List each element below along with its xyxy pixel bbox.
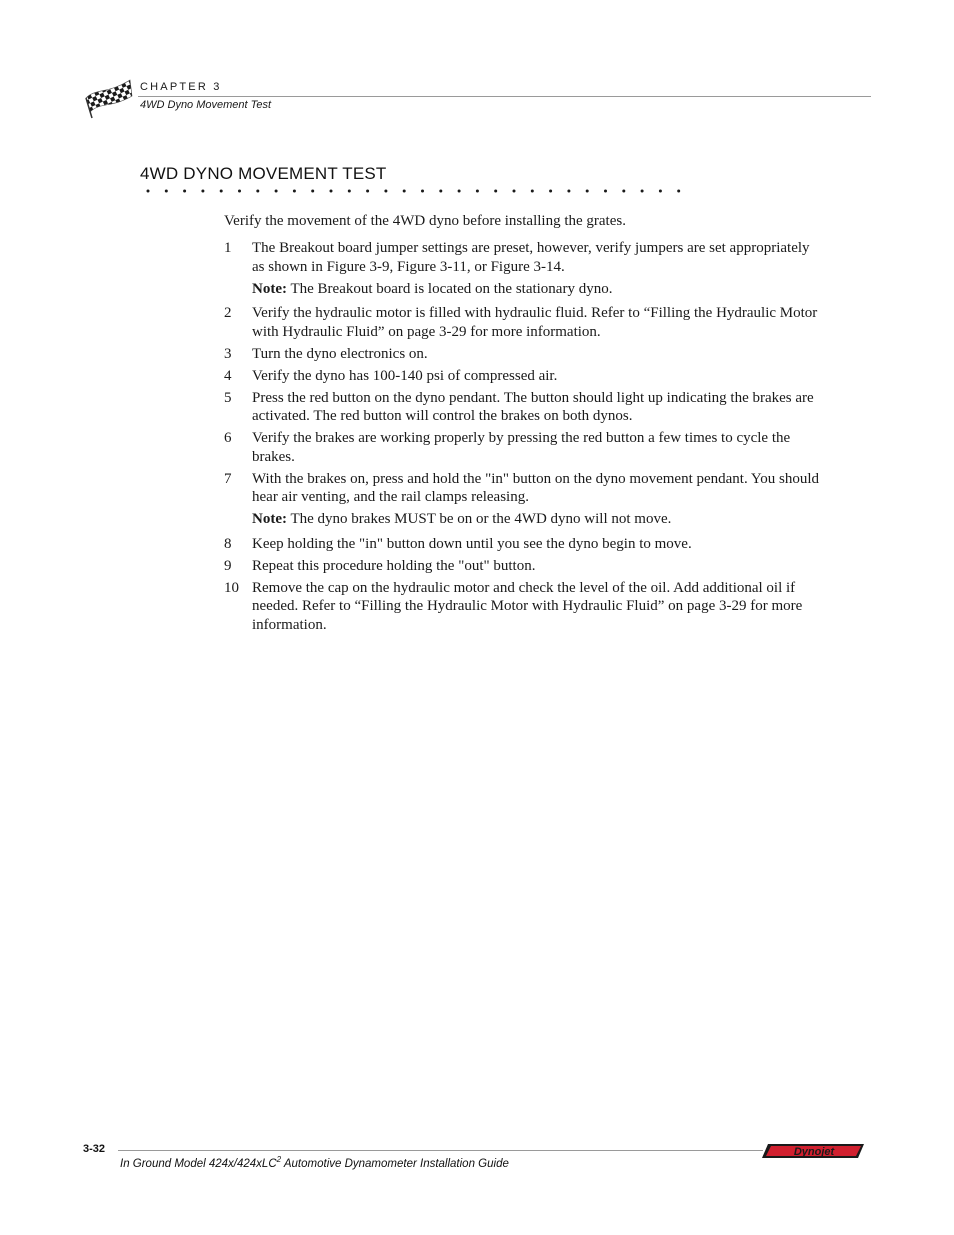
note-text: The Breakout board is located on the stationary dyno.: [290, 280, 613, 297]
rule-dot: [183, 190, 186, 193]
rule-dot: [238, 190, 241, 193]
dynojet-logo-icon: [762, 1141, 866, 1161]
rule-dot: [147, 190, 150, 193]
rule-dot: [513, 190, 516, 193]
rule-dot: [330, 190, 333, 193]
list-item: [224, 367, 824, 386]
rule-dot: [586, 190, 589, 193]
note-text: The dyno brakes MUST be on or the 4WD dyno will not move.: [290, 511, 672, 527]
step-text: Press the red button on the dyno pendant. The button should light up indicating the brakes are activated. The red button will control the brakes on both dynos.: [252, 389, 814, 424]
rule-dot: [256, 190, 259, 193]
rule-dot: [311, 190, 314, 193]
footer-title-prefix: In Ground Model 424x/424xLC: [120, 1157, 277, 1170]
note-label: Note:: [252, 511, 287, 527]
note-label: Note:: [252, 280, 287, 297]
rule-dot: [421, 190, 424, 193]
note: [224, 510, 824, 529]
steps-list: [224, 239, 824, 638]
rule-dot: [604, 190, 607, 193]
list-item: [224, 239, 824, 276]
step-text: Keep holding the "in" button down until you see the dyno begin to move.: [252, 535, 692, 552]
rule-dot: [659, 190, 662, 193]
dotted-rule: [146, 189, 686, 193]
footer-title-suffix: Automotive Dynamometer Installation Guide: [281, 1157, 509, 1170]
footer-document-title: [120, 1155, 509, 1170]
note: [224, 280, 824, 299]
step-text: Verify the hydraulic motor is filled with hydraulic fluid. Refer to “Filling the Hydraulic Motor with Hydraulic Fluid” on page 3-29 for more information.: [252, 305, 818, 340]
running-header-section: 4WD Dyno Movement Test: [140, 99, 272, 111]
step-number: 7: [224, 470, 232, 487]
step-number: 5: [224, 389, 232, 406]
rule-dot: [220, 190, 223, 193]
step-number: 4: [224, 367, 232, 384]
rule-dot: [677, 190, 680, 193]
rule-dot: [549, 190, 552, 193]
step-number: 8: [224, 535, 232, 552]
step-number: 9: [224, 557, 232, 574]
step-text: Verify the brakes are working properly by pressing the red button a few times to cycle the brakes.: [252, 430, 791, 465]
rule-dot: [165, 190, 168, 193]
step-number: 2: [224, 305, 232, 321]
section-title: 4WD DYNO MOVEMENT TEST: [140, 164, 387, 183]
list-item: [224, 345, 824, 364]
step-text: Repeat this procedure holding the "out" button.: [252, 557, 536, 574]
list-item: [224, 304, 824, 341]
rule-dot: [275, 190, 278, 193]
list-item: [224, 579, 824, 635]
step-number: 1: [224, 240, 232, 256]
rule-dot: [384, 190, 387, 193]
step-text: The Breakout board jumper settings are preset, however, verify jumpers are set appropriately as shown in Figure 3-9, Figure 3-11, or Figure 3-14.: [252, 240, 810, 275]
list-item: [224, 429, 824, 466]
rule-dot: [403, 190, 406, 193]
list-item: [224, 389, 824, 426]
step-text: With the brakes on, press and hold the "in" button on the dyno movement pendant. You should hear air venting, and the rail clamps releasing.: [252, 470, 819, 505]
rule-dot: [458, 190, 461, 193]
rule-dot: [567, 190, 570, 193]
step-number: 10: [224, 579, 239, 596]
rule-dot: [494, 190, 497, 193]
rule-dot: [476, 190, 479, 193]
intro-paragraph: Verify the movement of the 4WD dyno before installing the grates.: [224, 213, 626, 229]
step-text: Turn the dyno electronics on.: [252, 345, 428, 362]
rule-dot: [366, 190, 369, 193]
rule-dot: [348, 190, 351, 193]
rule-dot: [641, 190, 644, 193]
footer-divider: [118, 1150, 763, 1151]
step-text: Verify the dyno has 100-140 psi of compressed air.: [252, 367, 558, 384]
rule-dot: [293, 190, 296, 193]
header-divider: [138, 96, 871, 97]
list-item: [224, 470, 824, 507]
list-item: [224, 557, 824, 576]
list-item: [224, 535, 824, 554]
rule-dot: [531, 190, 534, 193]
rule-dot: [439, 190, 442, 193]
chapter-label: CHAPTER 3: [140, 81, 222, 93]
footer-title-superscript: 2: [276, 1155, 282, 1164]
step-number: 3: [224, 345, 232, 362]
checkered-flag-icon: [82, 76, 134, 120]
step-number: 6: [224, 430, 232, 446]
page-number: 3-32: [83, 1143, 106, 1155]
logo-wordmark: Dynojet: [793, 1146, 835, 1158]
step-text: Remove the cap on the hydraulic motor and check the level of the oil. Add additional oil if needed. Refer to “Filling the Hydraulic Motor with Hydraulic Fluid” on page 3-29 for more information.: [252, 579, 803, 633]
rule-dot: [201, 190, 204, 193]
rule-dot: [622, 190, 625, 193]
